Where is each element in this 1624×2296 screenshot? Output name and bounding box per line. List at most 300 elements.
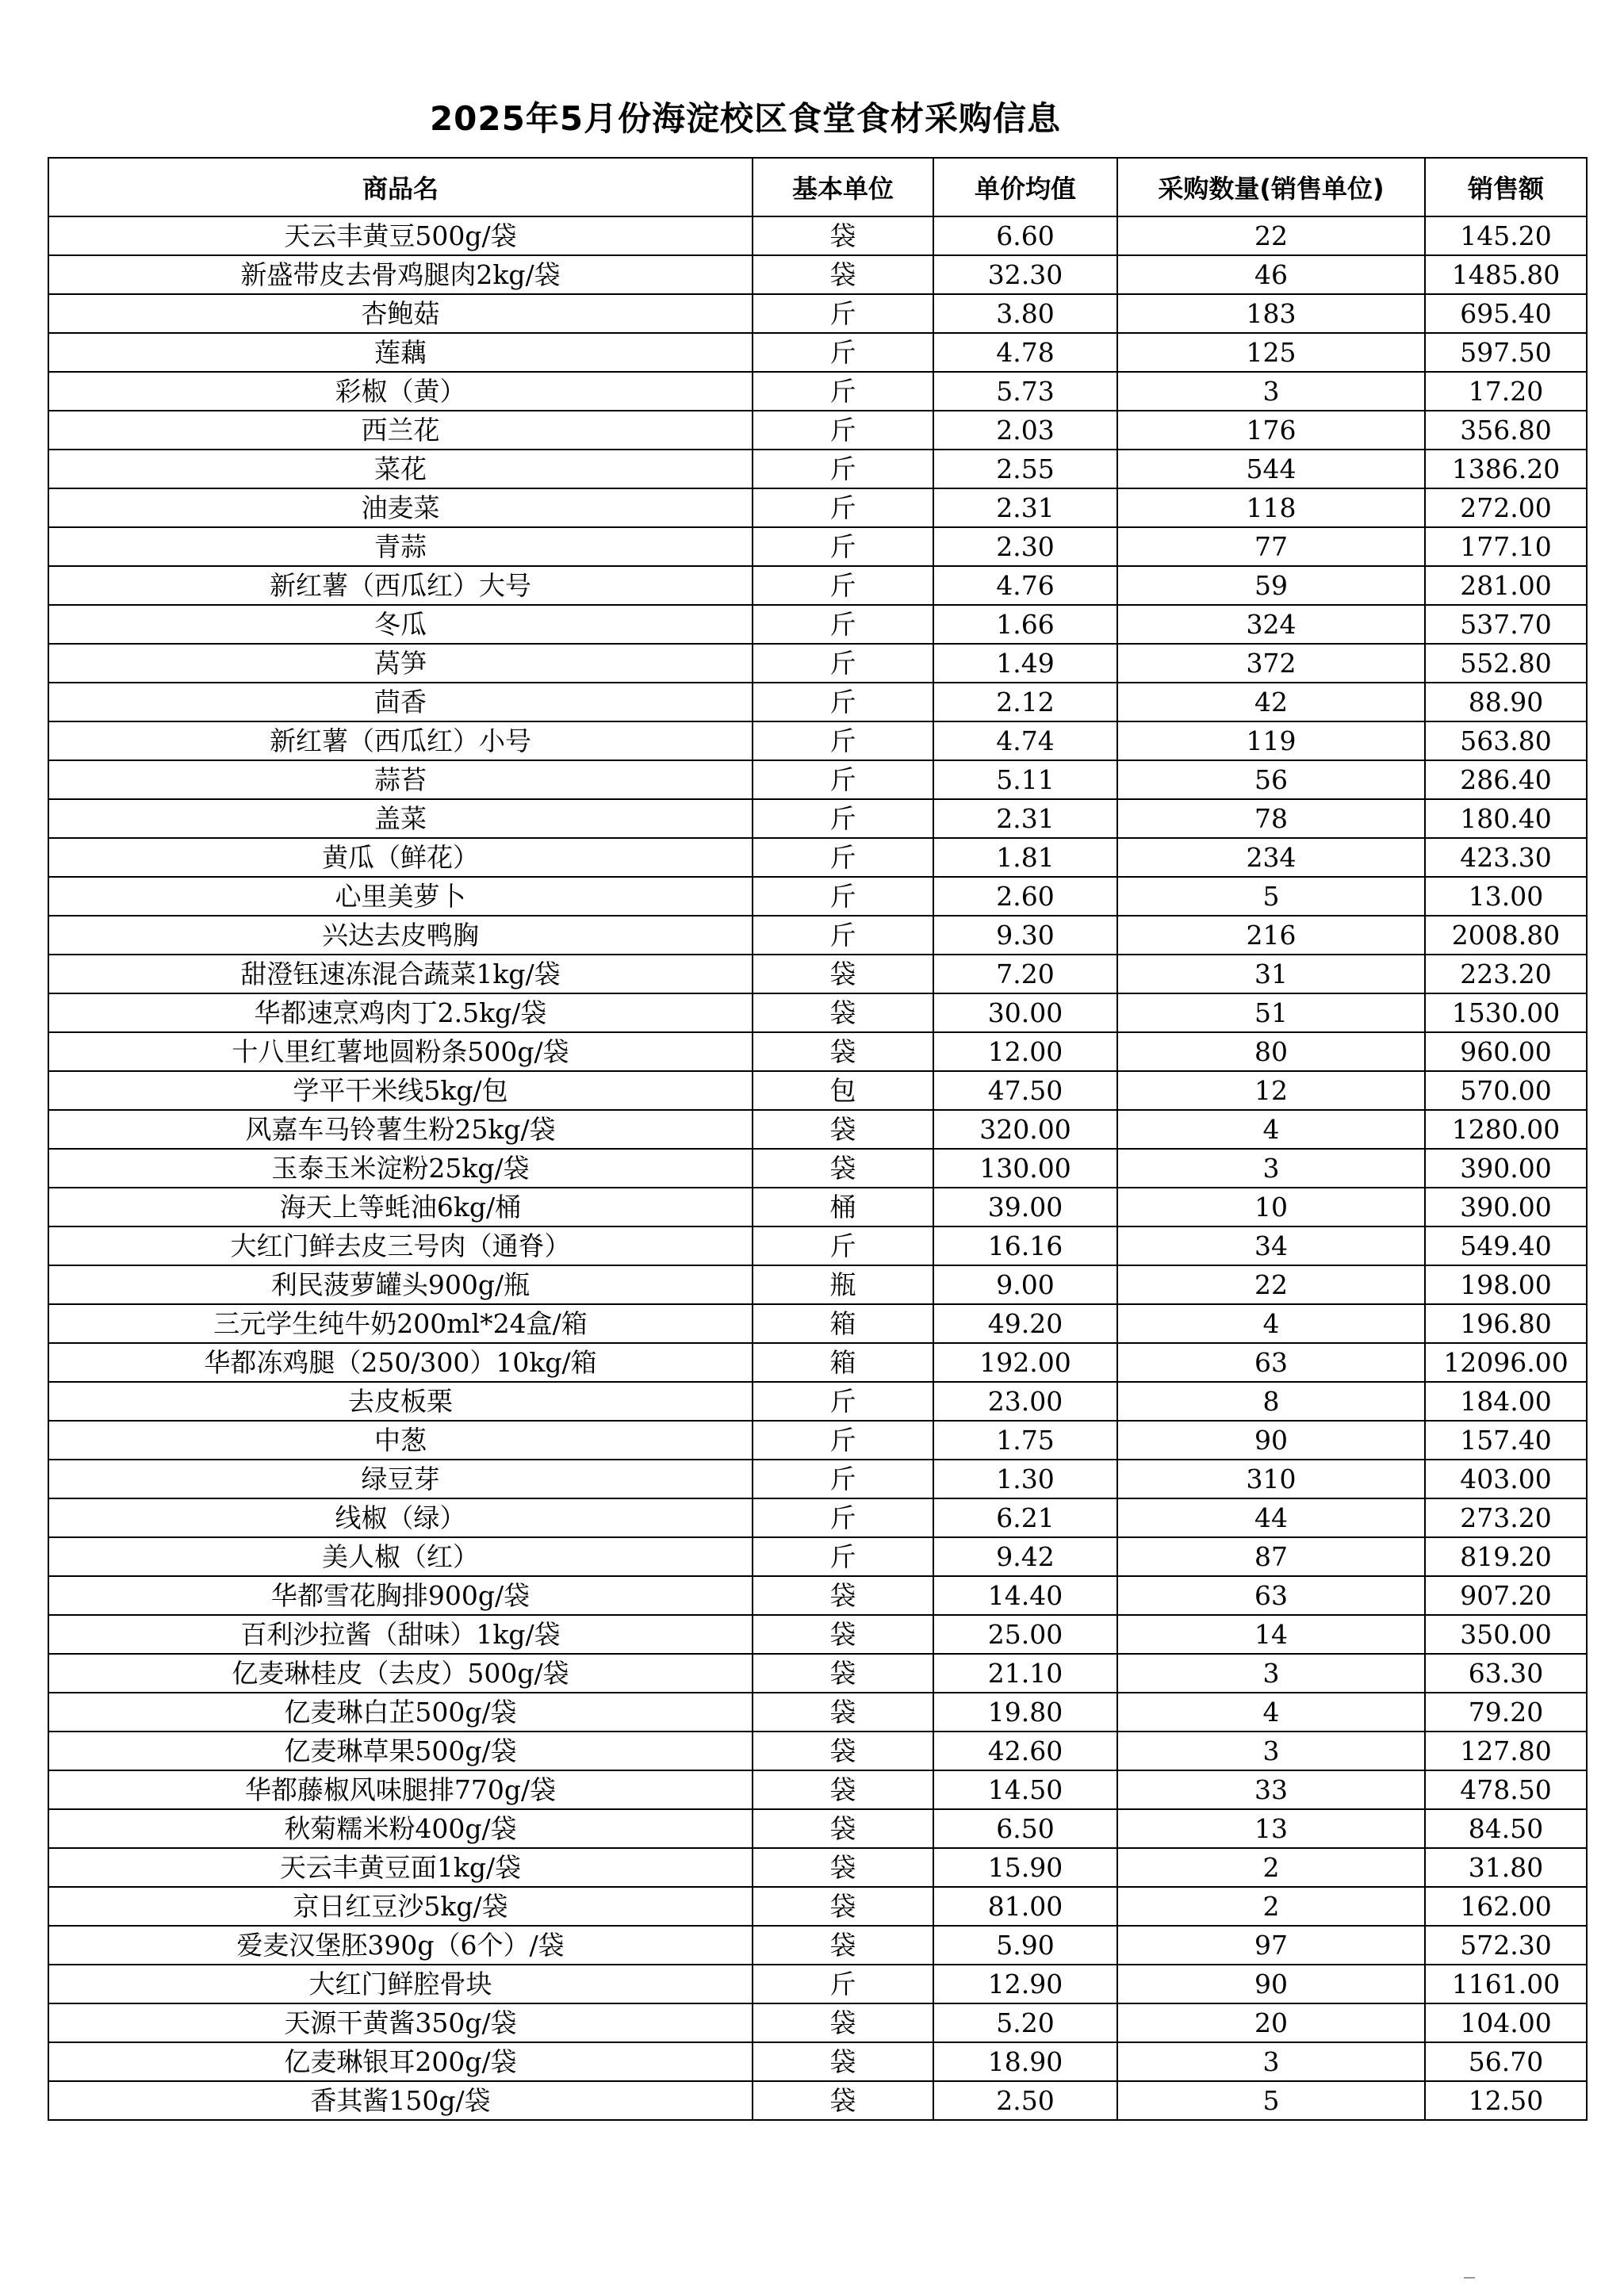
cell-product-name: 亿麦琳白芷500g/袋 [48,1693,753,1732]
cell-sales-amount: 88.90 [1425,683,1587,721]
table-row [48,1576,1587,1615]
cell-base-unit: 斤 [753,1421,933,1460]
cell-sales-amount: 286.40 [1425,760,1587,799]
cell-purchase-quantity: 22 [1117,216,1425,255]
cell-product-name: 菜花 [48,450,753,488]
header-avg-unit-price: 单价均值 [933,158,1117,216]
cell-product-name: 冬瓜 [48,605,753,644]
cell-avg-unit-price: 2.31 [933,799,1117,838]
table-row [48,1537,1587,1576]
cell-avg-unit-price: 1.75 [933,1421,1117,1460]
cell-base-unit: 袋 [753,1732,933,1770]
table-row [48,916,1587,955]
cell-base-unit: 斤 [753,488,933,527]
table-row [48,1654,1587,1693]
cell-avg-unit-price: 320.00 [933,1110,1117,1149]
cell-avg-unit-price: 14.50 [933,1770,1117,1809]
cell-product-name: 华都藤椒风味腿排770g/袋 [48,1770,753,1809]
cell-purchase-quantity: 97 [1117,1926,1425,1965]
cell-purchase-quantity: 80 [1117,1032,1425,1071]
cell-sales-amount: 145.20 [1425,216,1587,255]
cell-avg-unit-price: 6.50 [933,1809,1117,1848]
table-row [48,605,1587,644]
cell-avg-unit-price: 12.00 [933,1032,1117,1071]
cell-product-name: 华都冻鸡腿（250/300）10kg/箱 [48,1343,753,1382]
cell-base-unit: 斤 [753,1965,933,2003]
cell-product-name: 绿豆芽 [48,1460,753,1498]
cell-avg-unit-price: 32.30 [933,255,1117,294]
cell-product-name: 华都雪花胸排900g/袋 [48,1576,753,1615]
table-row [48,216,1587,255]
cell-purchase-quantity: 183 [1117,294,1425,333]
table-row [48,1848,1587,1887]
cell-base-unit: 袋 [753,1654,933,1693]
cell-sales-amount: 390.00 [1425,1149,1587,1188]
table-row [48,450,1587,488]
cell-base-unit: 箱 [753,1304,933,1343]
cell-product-name: 盖菜 [48,799,753,838]
table-row [48,2081,1587,2120]
cell-purchase-quantity: 118 [1117,488,1425,527]
cell-avg-unit-price: 2.30 [933,527,1117,566]
cell-purchase-quantity: 4 [1117,1110,1425,1149]
cell-base-unit: 斤 [753,721,933,760]
cell-base-unit: 袋 [753,1576,933,1615]
cell-avg-unit-price: 49.20 [933,1304,1117,1343]
cell-base-unit: 袋 [753,1693,933,1732]
cell-avg-unit-price: 23.00 [933,1382,1117,1421]
cell-avg-unit-price: 9.30 [933,916,1117,955]
cell-sales-amount: 17.20 [1425,372,1587,411]
cell-avg-unit-price: 12.90 [933,1965,1117,2003]
cell-purchase-quantity: 8 [1117,1382,1425,1421]
header-purchase-quantity: 采购数量(销售单位) [1117,158,1425,216]
cell-base-unit: 斤 [753,916,933,955]
cell-purchase-quantity: 3 [1117,2042,1425,2081]
cell-avg-unit-price: 14.40 [933,1576,1117,1615]
cell-avg-unit-price: 81.00 [933,1887,1117,1926]
cell-product-name: 新红薯（西瓜红）大号 [48,566,753,605]
table-row [48,2042,1587,2081]
table-row [48,955,1587,993]
cell-purchase-quantity: 5 [1117,2081,1425,2120]
cell-product-name: 杏鲍菇 [48,294,753,333]
cell-product-name: 彩椒（黄） [48,372,753,411]
cell-product-name: 新红薯（西瓜红）小号 [48,721,753,760]
cell-product-name: 天云丰黄豆500g/袋 [48,216,753,255]
cell-avg-unit-price: 5.73 [933,372,1117,411]
table-row [48,566,1587,605]
cell-avg-unit-price: 47.50 [933,1071,1117,1110]
cell-purchase-quantity: 31 [1117,955,1425,993]
cell-avg-unit-price: 2.60 [933,877,1117,916]
cell-sales-amount: 12096.00 [1425,1343,1587,1382]
cell-purchase-quantity: 20 [1117,2003,1425,2042]
table-row [48,1304,1587,1343]
cell-sales-amount: 907.20 [1425,1576,1587,1615]
cell-base-unit: 袋 [753,2081,933,2120]
cell-product-name: 秋菊糯米粉400g/袋 [48,1809,753,1848]
cell-sales-amount: 350.00 [1425,1615,1587,1654]
table-row [48,877,1587,916]
cell-product-name: 油麦菜 [48,488,753,527]
cell-base-unit: 斤 [753,1537,933,1576]
cell-sales-amount: 1386.20 [1425,450,1587,488]
cell-product-name: 亿麦琳草果500g/袋 [48,1732,753,1770]
cell-product-name: 茴香 [48,683,753,721]
cell-product-name: 香其酱150g/袋 [48,2081,753,2120]
cell-sales-amount: 423.30 [1425,838,1587,877]
table-row [48,1265,1587,1304]
cell-avg-unit-price: 4.78 [933,333,1117,372]
cell-purchase-quantity: 10 [1117,1188,1425,1226]
cell-base-unit: 斤 [753,1382,933,1421]
cell-product-name: 蒜苔 [48,760,753,799]
cell-avg-unit-price: 6.60 [933,216,1117,255]
cell-product-name: 学平干米线5kg/包 [48,1071,753,1110]
cell-product-name: 玉泰玉米淀粉25kg/袋 [48,1149,753,1188]
cell-purchase-quantity: 44 [1117,1498,1425,1537]
cell-purchase-quantity: 56 [1117,760,1425,799]
cell-avg-unit-price: 1.81 [933,838,1117,877]
cell-purchase-quantity: 59 [1117,566,1425,605]
cell-sales-amount: 198.00 [1425,1265,1587,1304]
cell-avg-unit-price: 4.74 [933,721,1117,760]
cell-product-name: 利民菠萝罐头900g/瓶 [48,1265,753,1304]
cell-avg-unit-price: 9.00 [933,1265,1117,1304]
cell-base-unit: 斤 [753,1226,933,1265]
cell-sales-amount: 537.70 [1425,605,1587,644]
header-base-unit: 基本单位 [753,158,933,216]
cell-sales-amount: 960.00 [1425,1032,1587,1071]
table-row [48,1188,1587,1226]
cell-sales-amount: 56.70 [1425,2042,1587,2081]
cell-avg-unit-price: 21.10 [933,1654,1117,1693]
cell-sales-amount: 403.00 [1425,1460,1587,1498]
table-row [48,721,1587,760]
cell-purchase-quantity: 176 [1117,411,1425,450]
table-row [48,333,1587,372]
cell-avg-unit-price: 18.90 [933,2042,1117,2081]
cell-purchase-quantity: 90 [1117,1965,1425,2003]
table-row [48,1809,1587,1848]
cell-purchase-quantity: 78 [1117,799,1425,838]
cell-product-name: 中葱 [48,1421,753,1460]
cell-product-name: 爱麦汉堡胚390g（6个）/袋 [48,1926,753,1965]
table-row [48,527,1587,566]
cell-base-unit: 瓶 [753,1265,933,1304]
cell-product-name: 新盛带皮去骨鸡腿肉2kg/袋 [48,255,753,294]
cell-purchase-quantity: 14 [1117,1615,1425,1654]
cell-sales-amount: 478.50 [1425,1770,1587,1809]
cell-sales-amount: 180.40 [1425,799,1587,838]
table-row [48,838,1587,877]
cell-base-unit: 袋 [753,2003,933,2042]
cell-product-name: 线椒（绿） [48,1498,753,1537]
cell-base-unit: 斤 [753,450,933,488]
table-row [48,1693,1587,1732]
cell-purchase-quantity: 3 [1117,1654,1425,1693]
page-title: 2025年5月份海淀校区食堂食材采购信息 [429,99,1062,138]
cell-base-unit: 斤 [753,411,933,450]
cell-purchase-quantity: 324 [1117,605,1425,644]
cell-sales-amount: 281.00 [1425,566,1587,605]
cell-base-unit: 斤 [753,294,933,333]
cell-product-name: 去皮板栗 [48,1382,753,1421]
cell-product-name: 甜澄钰速冻混合蔬菜1kg/袋 [48,955,753,993]
header-product-name: 商品名 [48,158,753,216]
cell-base-unit: 袋 [753,1615,933,1654]
cell-product-name: 莴笋 [48,644,753,683]
cell-product-name: 莲藕 [48,333,753,372]
cell-sales-amount: 127.80 [1425,1732,1587,1770]
table-row [48,1887,1587,1926]
table-row [48,1071,1587,1110]
cell-sales-amount: 552.80 [1425,644,1587,683]
table-row [48,294,1587,333]
cell-sales-amount: 12.50 [1425,2081,1587,2120]
cell-product-name: 华都速烹鸡肉丁2.5kg/袋 [48,993,753,1032]
cell-product-name: 黄瓜（鲜花） [48,838,753,877]
cell-avg-unit-price: 15.90 [933,1848,1117,1887]
cell-purchase-quantity: 87 [1117,1537,1425,1576]
cell-base-unit: 箱 [753,1343,933,1382]
cell-avg-unit-price: 130.00 [933,1149,1117,1188]
table-row [48,644,1587,683]
cell-purchase-quantity: 46 [1117,255,1425,294]
cell-base-unit: 斤 [753,644,933,683]
cell-base-unit: 袋 [753,1848,933,1887]
table-row [48,411,1587,450]
cell-avg-unit-price: 2.31 [933,488,1117,527]
procurement-table [48,157,1588,2121]
cell-purchase-quantity: 77 [1117,527,1425,566]
cell-product-name: 天云丰黄豆面1kg/袋 [48,1848,753,1887]
cell-sales-amount: 84.50 [1425,1809,1587,1848]
cell-sales-amount: 390.00 [1425,1188,1587,1226]
cell-product-name: 兴达去皮鸭胸 [48,916,753,955]
cell-sales-amount: 272.00 [1425,488,1587,527]
table-row [48,1421,1587,1460]
cell-base-unit: 袋 [753,1032,933,1071]
cell-purchase-quantity: 42 [1117,683,1425,721]
cell-purchase-quantity: 216 [1117,916,1425,955]
cell-sales-amount: 549.40 [1425,1226,1587,1265]
cell-sales-amount: 597.50 [1425,333,1587,372]
cell-purchase-quantity: 34 [1117,1226,1425,1265]
cell-avg-unit-price: 5.11 [933,760,1117,799]
table-row [48,1770,1587,1809]
cell-purchase-quantity: 5 [1117,877,1425,916]
cell-base-unit: 袋 [753,255,933,294]
cell-sales-amount: 819.20 [1425,1537,1587,1576]
cell-base-unit: 斤 [753,566,933,605]
cell-purchase-quantity: 3 [1117,1732,1425,1770]
table-row [48,683,1587,721]
cell-base-unit: 袋 [753,216,933,255]
cell-purchase-quantity: 63 [1117,1343,1425,1382]
cell-base-unit: 斤 [753,527,933,566]
table-row [48,1498,1587,1537]
cell-base-unit: 斤 [753,838,933,877]
cell-sales-amount: 63.30 [1425,1654,1587,1693]
cell-base-unit: 斤 [753,877,933,916]
cell-avg-unit-price: 5.20 [933,2003,1117,2042]
cell-purchase-quantity: 2 [1117,1848,1425,1887]
cell-product-name: 亿麦琳桂皮（去皮）500g/袋 [48,1654,753,1693]
table-row [48,488,1587,527]
cell-product-name: 风嘉车马铃薯生粉25kg/袋 [48,1110,753,1149]
cell-avg-unit-price: 2.03 [933,411,1117,450]
cell-base-unit: 斤 [753,799,933,838]
cell-avg-unit-price: 2.50 [933,2081,1117,2120]
cell-sales-amount: 1161.00 [1425,1965,1587,2003]
cell-purchase-quantity: 125 [1117,333,1425,372]
cell-avg-unit-price: 2.12 [933,683,1117,721]
cell-sales-amount: 273.20 [1425,1498,1587,1537]
cell-sales-amount: 563.80 [1425,721,1587,760]
table-row [48,993,1587,1032]
cell-product-name: 三元学生纯牛奶200ml*24盒/箱 [48,1304,753,1343]
table-body [48,216,1587,2120]
table-row [48,1382,1587,1421]
cell-sales-amount: 223.20 [1425,955,1587,993]
table-row [48,1460,1587,1498]
cell-purchase-quantity: 13 [1117,1809,1425,1848]
cell-product-name: 百利沙拉酱（甜味）1kg/袋 [48,1615,753,1654]
cell-sales-amount: 184.00 [1425,1382,1587,1421]
cell-base-unit: 桶 [753,1188,933,1226]
cell-purchase-quantity: 544 [1117,450,1425,488]
cell-product-name: 大红门鲜去皮三号肉（通脊） [48,1226,753,1265]
table-row [48,2003,1587,2042]
cell-product-name: 京日红豆沙5kg/袋 [48,1887,753,1926]
cell-sales-amount: 572.30 [1425,1926,1587,1965]
cell-avg-unit-price: 25.00 [933,1615,1117,1654]
cell-base-unit: 斤 [753,683,933,721]
cell-avg-unit-price: 4.76 [933,566,1117,605]
cell-avg-unit-price: 16.16 [933,1226,1117,1265]
cell-base-unit: 袋 [753,1926,933,1965]
cell-product-name: 大红门鲜腔骨块 [48,1965,753,2003]
cell-sales-amount: 196.80 [1425,1304,1587,1343]
cell-avg-unit-price: 2.55 [933,450,1117,488]
cell-product-name: 海天上等蚝油6kg/桶 [48,1188,753,1226]
cell-product-name: 心里美萝卜 [48,877,753,916]
cell-sales-amount: 162.00 [1425,1887,1587,1926]
table-row [48,1110,1587,1149]
cell-purchase-quantity: 372 [1117,644,1425,683]
cell-base-unit: 袋 [753,2042,933,2081]
cell-sales-amount: 695.40 [1425,294,1587,333]
cell-avg-unit-price: 192.00 [933,1343,1117,1382]
cell-sales-amount: 356.80 [1425,411,1587,450]
cell-product-name: 亿麦琳银耳200g/袋 [48,2042,753,2081]
cell-sales-amount: 1530.00 [1425,993,1587,1032]
cell-purchase-quantity: 90 [1117,1421,1425,1460]
cell-sales-amount: 104.00 [1425,2003,1587,2042]
table-row [48,255,1587,294]
cell-base-unit: 斤 [753,605,933,644]
cell-avg-unit-price: 9.42 [933,1537,1117,1576]
cell-base-unit: 斤 [753,760,933,799]
cell-product-name: 美人椒（红） [48,1537,753,1576]
cell-product-name: 青蒜 [48,527,753,566]
cell-sales-amount: 2008.80 [1425,916,1587,955]
cell-avg-unit-price: 1.49 [933,644,1117,683]
cell-product-name: 天源干黄酱350g/袋 [48,2003,753,2042]
cell-purchase-quantity: 33 [1117,1770,1425,1809]
cell-avg-unit-price: 3.80 [933,294,1117,333]
cell-base-unit: 袋 [753,1770,933,1809]
cell-purchase-quantity: 234 [1117,838,1425,877]
cell-base-unit: 斤 [753,333,933,372]
table-row [48,1343,1587,1382]
cell-sales-amount: 1280.00 [1425,1110,1587,1149]
table-row [48,1226,1587,1265]
cell-base-unit: 袋 [753,1809,933,1848]
cell-avg-unit-price: 1.30 [933,1460,1117,1498]
cell-purchase-quantity: 63 [1117,1576,1425,1615]
table-row [48,372,1587,411]
cell-purchase-quantity: 310 [1117,1460,1425,1498]
cell-sales-amount: 1485.80 [1425,255,1587,294]
cell-avg-unit-price: 6.21 [933,1498,1117,1537]
cell-sales-amount: 31.80 [1425,1848,1587,1887]
cell-avg-unit-price: 30.00 [933,993,1117,1032]
table-row [48,1149,1587,1188]
table-row [48,1615,1587,1654]
cell-base-unit: 袋 [753,1110,933,1149]
page-mark [1464,2277,1475,2279]
cell-base-unit: 包 [753,1071,933,1110]
cell-base-unit: 斤 [753,372,933,411]
table-row [48,760,1587,799]
cell-product-name: 西兰花 [48,411,753,450]
header-sales-amount: 销售额 [1425,158,1587,216]
cell-base-unit: 袋 [753,1149,933,1188]
cell-avg-unit-price: 1.66 [933,605,1117,644]
table-row [48,1732,1587,1770]
cell-purchase-quantity: 12 [1117,1071,1425,1110]
cell-sales-amount: 570.00 [1425,1071,1587,1110]
cell-purchase-quantity: 4 [1117,1304,1425,1343]
cell-base-unit: 袋 [753,955,933,993]
cell-purchase-quantity: 3 [1117,1149,1425,1188]
cell-product-name: 十八里红薯地圆粉条500g/袋 [48,1032,753,1071]
cell-avg-unit-price: 7.20 [933,955,1117,993]
cell-avg-unit-price: 39.00 [933,1188,1117,1226]
cell-base-unit: 斤 [753,1498,933,1537]
cell-base-unit: 袋 [753,993,933,1032]
table-row [48,1965,1587,2003]
table-row [48,1926,1587,1965]
cell-sales-amount: 157.40 [1425,1421,1587,1460]
cell-purchase-quantity: 3 [1117,372,1425,411]
table-row [48,1032,1587,1071]
cell-avg-unit-price: 42.60 [933,1732,1117,1770]
cell-sales-amount: 177.10 [1425,527,1587,566]
cell-base-unit: 斤 [753,1460,933,1498]
cell-purchase-quantity: 2 [1117,1887,1425,1926]
cell-avg-unit-price: 5.90 [933,1926,1117,1965]
table-header-row [48,158,1587,216]
cell-base-unit: 袋 [753,1887,933,1926]
table-row [48,799,1587,838]
cell-sales-amount: 79.20 [1425,1693,1587,1732]
cell-sales-amount: 13.00 [1425,877,1587,916]
cell-purchase-quantity: 22 [1117,1265,1425,1304]
